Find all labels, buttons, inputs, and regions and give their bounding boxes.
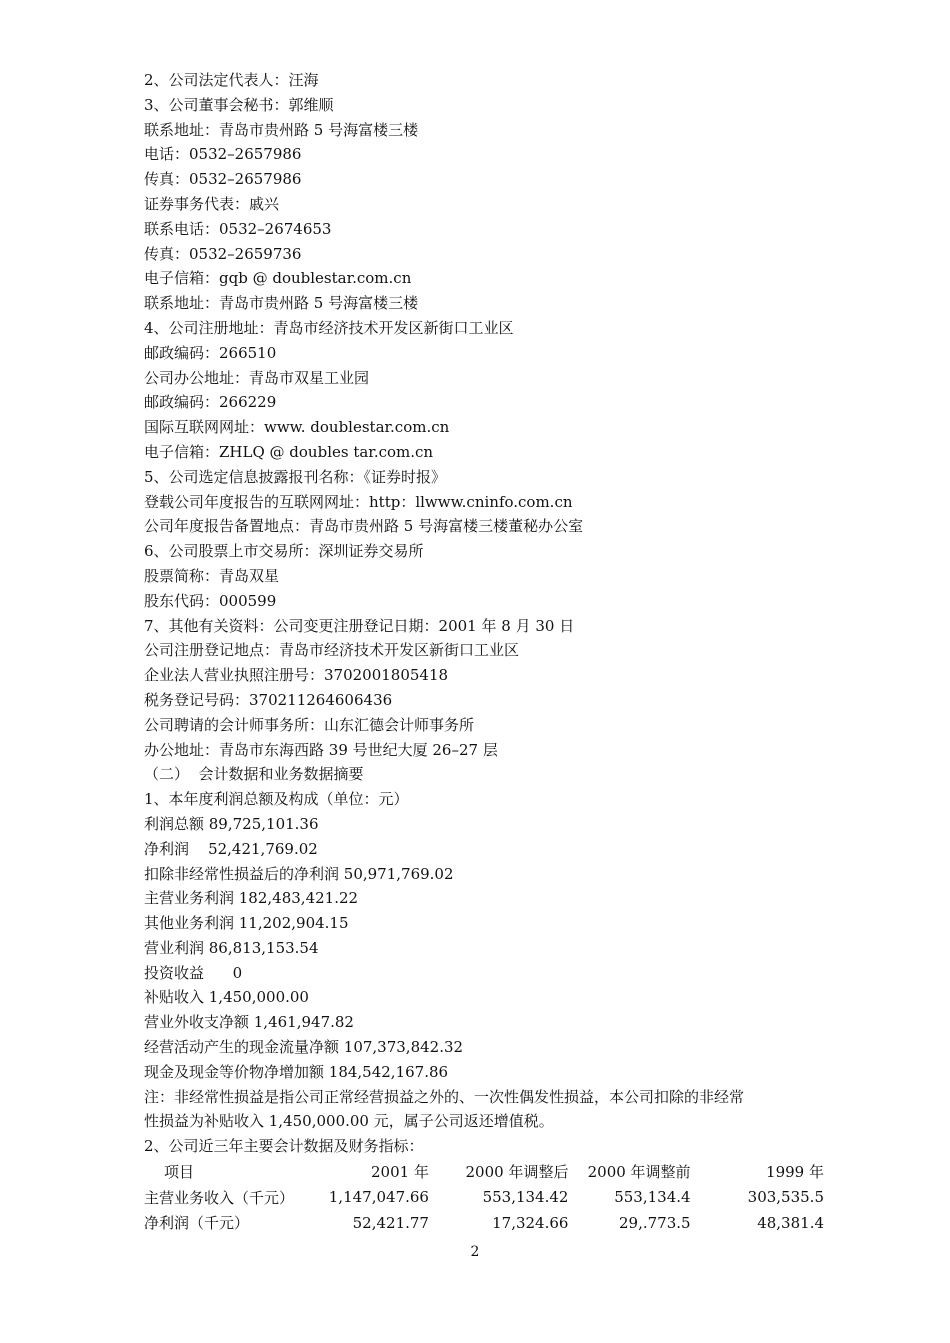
other-info: 7、其他有关资料：公司变更注册登记日期：2001 年 8 月 30 日: [144, 616, 575, 635]
accounting-firm: 公司聘请的会计师事务所：山东汇德会计师事务所: [144, 715, 475, 734]
subsidy-income: 补贴收入 1,450,000.00: [144, 988, 309, 1007]
business-license: 企业法人营业执照注册号：3702001805418: [144, 666, 449, 685]
adjusted-net-profit: 扣除非经常性损益后的净利润 50,971,769.02: [144, 864, 454, 883]
page-number: 2: [470, 1244, 480, 1260]
note-paragraph: [144, 1085, 824, 1135]
header-2000-adjusted: 2000 年调整后: [465, 1163, 569, 1182]
tax-registration: 税务登记号码：370211264606436: [144, 690, 393, 709]
table-header-row: [144, 1159, 824, 1185]
fax: 传真：0532–2657986: [144, 170, 302, 189]
fax-2: 传真：0532–2659736: [144, 244, 302, 263]
table-row: [144, 1210, 824, 1236]
cell-value: 52,421.77: [352, 1213, 429, 1232]
document-page: [144, 68, 824, 1236]
section2-title: 2、公司近三年主要会计数据及财务指标：: [144, 1137, 424, 1156]
header-item: 项目: [164, 1163, 195, 1182]
header-2000-before: 2000 年调整前: [587, 1163, 691, 1182]
stock-short-name: 股票简称：青岛双星: [144, 566, 280, 585]
office-address: 公司办公地址：青岛市双星工业园: [144, 368, 370, 387]
contact-address-2: 联系地址：青岛市贵州路 5 号海富楼三楼: [144, 294, 419, 313]
contact-address: 联系地址：青岛市贵州路 5 号海富楼三楼: [144, 120, 419, 139]
cell-value: 553,134.42: [482, 1188, 569, 1207]
operating-cash-flow: 经营活动产生的现金流量净额 107,373,842.32: [144, 1038, 464, 1057]
cell-value: 303,535.5: [747, 1188, 824, 1207]
header-1999: 1999 年: [766, 1163, 824, 1182]
financial-table: [144, 1159, 824, 1236]
cell-value: 553,134.4: [614, 1188, 691, 1207]
securities-representative: 证券事务代表：戚兴: [144, 194, 280, 213]
stock-exchange: 6、公司股票上市交易所：深圳证券交易所: [144, 542, 424, 561]
stock-code: 股东代码：000599: [144, 591, 277, 610]
cash-increase: 现金及现金等价物净增加额 184,542,167.86: [144, 1062, 449, 1081]
annual-report-website: 登载公司年度报告的互联网网址：http：llwww.cninfo.com.cn: [144, 492, 573, 511]
cell-value: 48,381.4: [757, 1213, 824, 1232]
note-line-1: 注：非经常性损益是指公司正常经营损益之外的、一次性偶发性损益，本公司扣除的非经常: [144, 1087, 745, 1106]
investment-income: 投资收益 0: [144, 963, 243, 982]
non-operating-net: 营业外收支净额 1,461,947.82: [144, 1013, 354, 1032]
annual-report-location: 公司年度报告备置地点：青岛市贵州路 5 号海富楼三楼董秘办公室: [144, 517, 584, 536]
registration-place: 公司注册登记地点：青岛市经济技术开发区新街口工业区: [144, 641, 520, 660]
profit-heading: 1、本年度利润总额及构成（单位：元）: [144, 790, 409, 809]
website: 国际互联网网址：www. doublestar.com.cn: [144, 418, 450, 437]
cell-value: 17,324.66: [492, 1213, 569, 1232]
email-2: 电子信箱：ZHLQ @ doubles tar.com.cn: [144, 442, 434, 461]
registered-address: 4、公司注册地址：青岛市经济技术开发区新街口工业区: [144, 318, 514, 337]
legal-representative: 2、公司法定代表人：汪海: [144, 71, 319, 89]
postal-code-2: 邮政编码：266229: [144, 393, 277, 412]
contact-phone: 联系电话：0532–2674653: [144, 219, 332, 238]
section-heading: （二） 会计数据和业务数据摘要: [144, 765, 364, 784]
text-lines: [144, 68, 824, 1085]
firm-address: 办公地址：青岛市东海西路 39 号世纪大厦 26–27 层: [144, 740, 498, 759]
email: 电子信箱：gqb @ doublestar.com.cn: [144, 269, 412, 288]
main-business-profit: 主营业务利润 182,483,421.22: [144, 889, 359, 908]
cell-value: 29,.773.5: [618, 1213, 691, 1232]
header-2001: 2001 年: [371, 1163, 429, 1182]
row-label: 净利润（千元）: [144, 1214, 250, 1233]
other-business-profit: 其他业务利润 11,202,904.15: [144, 914, 349, 933]
operating-profit: 营业利润 86,813,153.54: [144, 938, 319, 957]
net-profit: 净利润 52,421,769.02: [144, 839, 318, 858]
row-label: 主营业务收入（千元）: [144, 1188, 295, 1207]
postal-code: 邮政编码：266510: [144, 343, 277, 362]
note-line-2: 性损益为补贴收入 1,450,000.00 元，属子公司返还增值税。: [144, 1112, 554, 1131]
disclosure-newspaper: 5、公司选定信息披露报刊名称：《证券时报》: [144, 467, 447, 486]
total-profit: 利润总额 89,725,101.36: [144, 814, 319, 833]
phone: 电话：0532–2657986: [144, 145, 302, 164]
table-row: [144, 1185, 824, 1211]
board-secretary: 3、公司董事会秘书：郭维顺: [144, 95, 334, 114]
cell-value: 1,147,047.66: [328, 1188, 429, 1207]
